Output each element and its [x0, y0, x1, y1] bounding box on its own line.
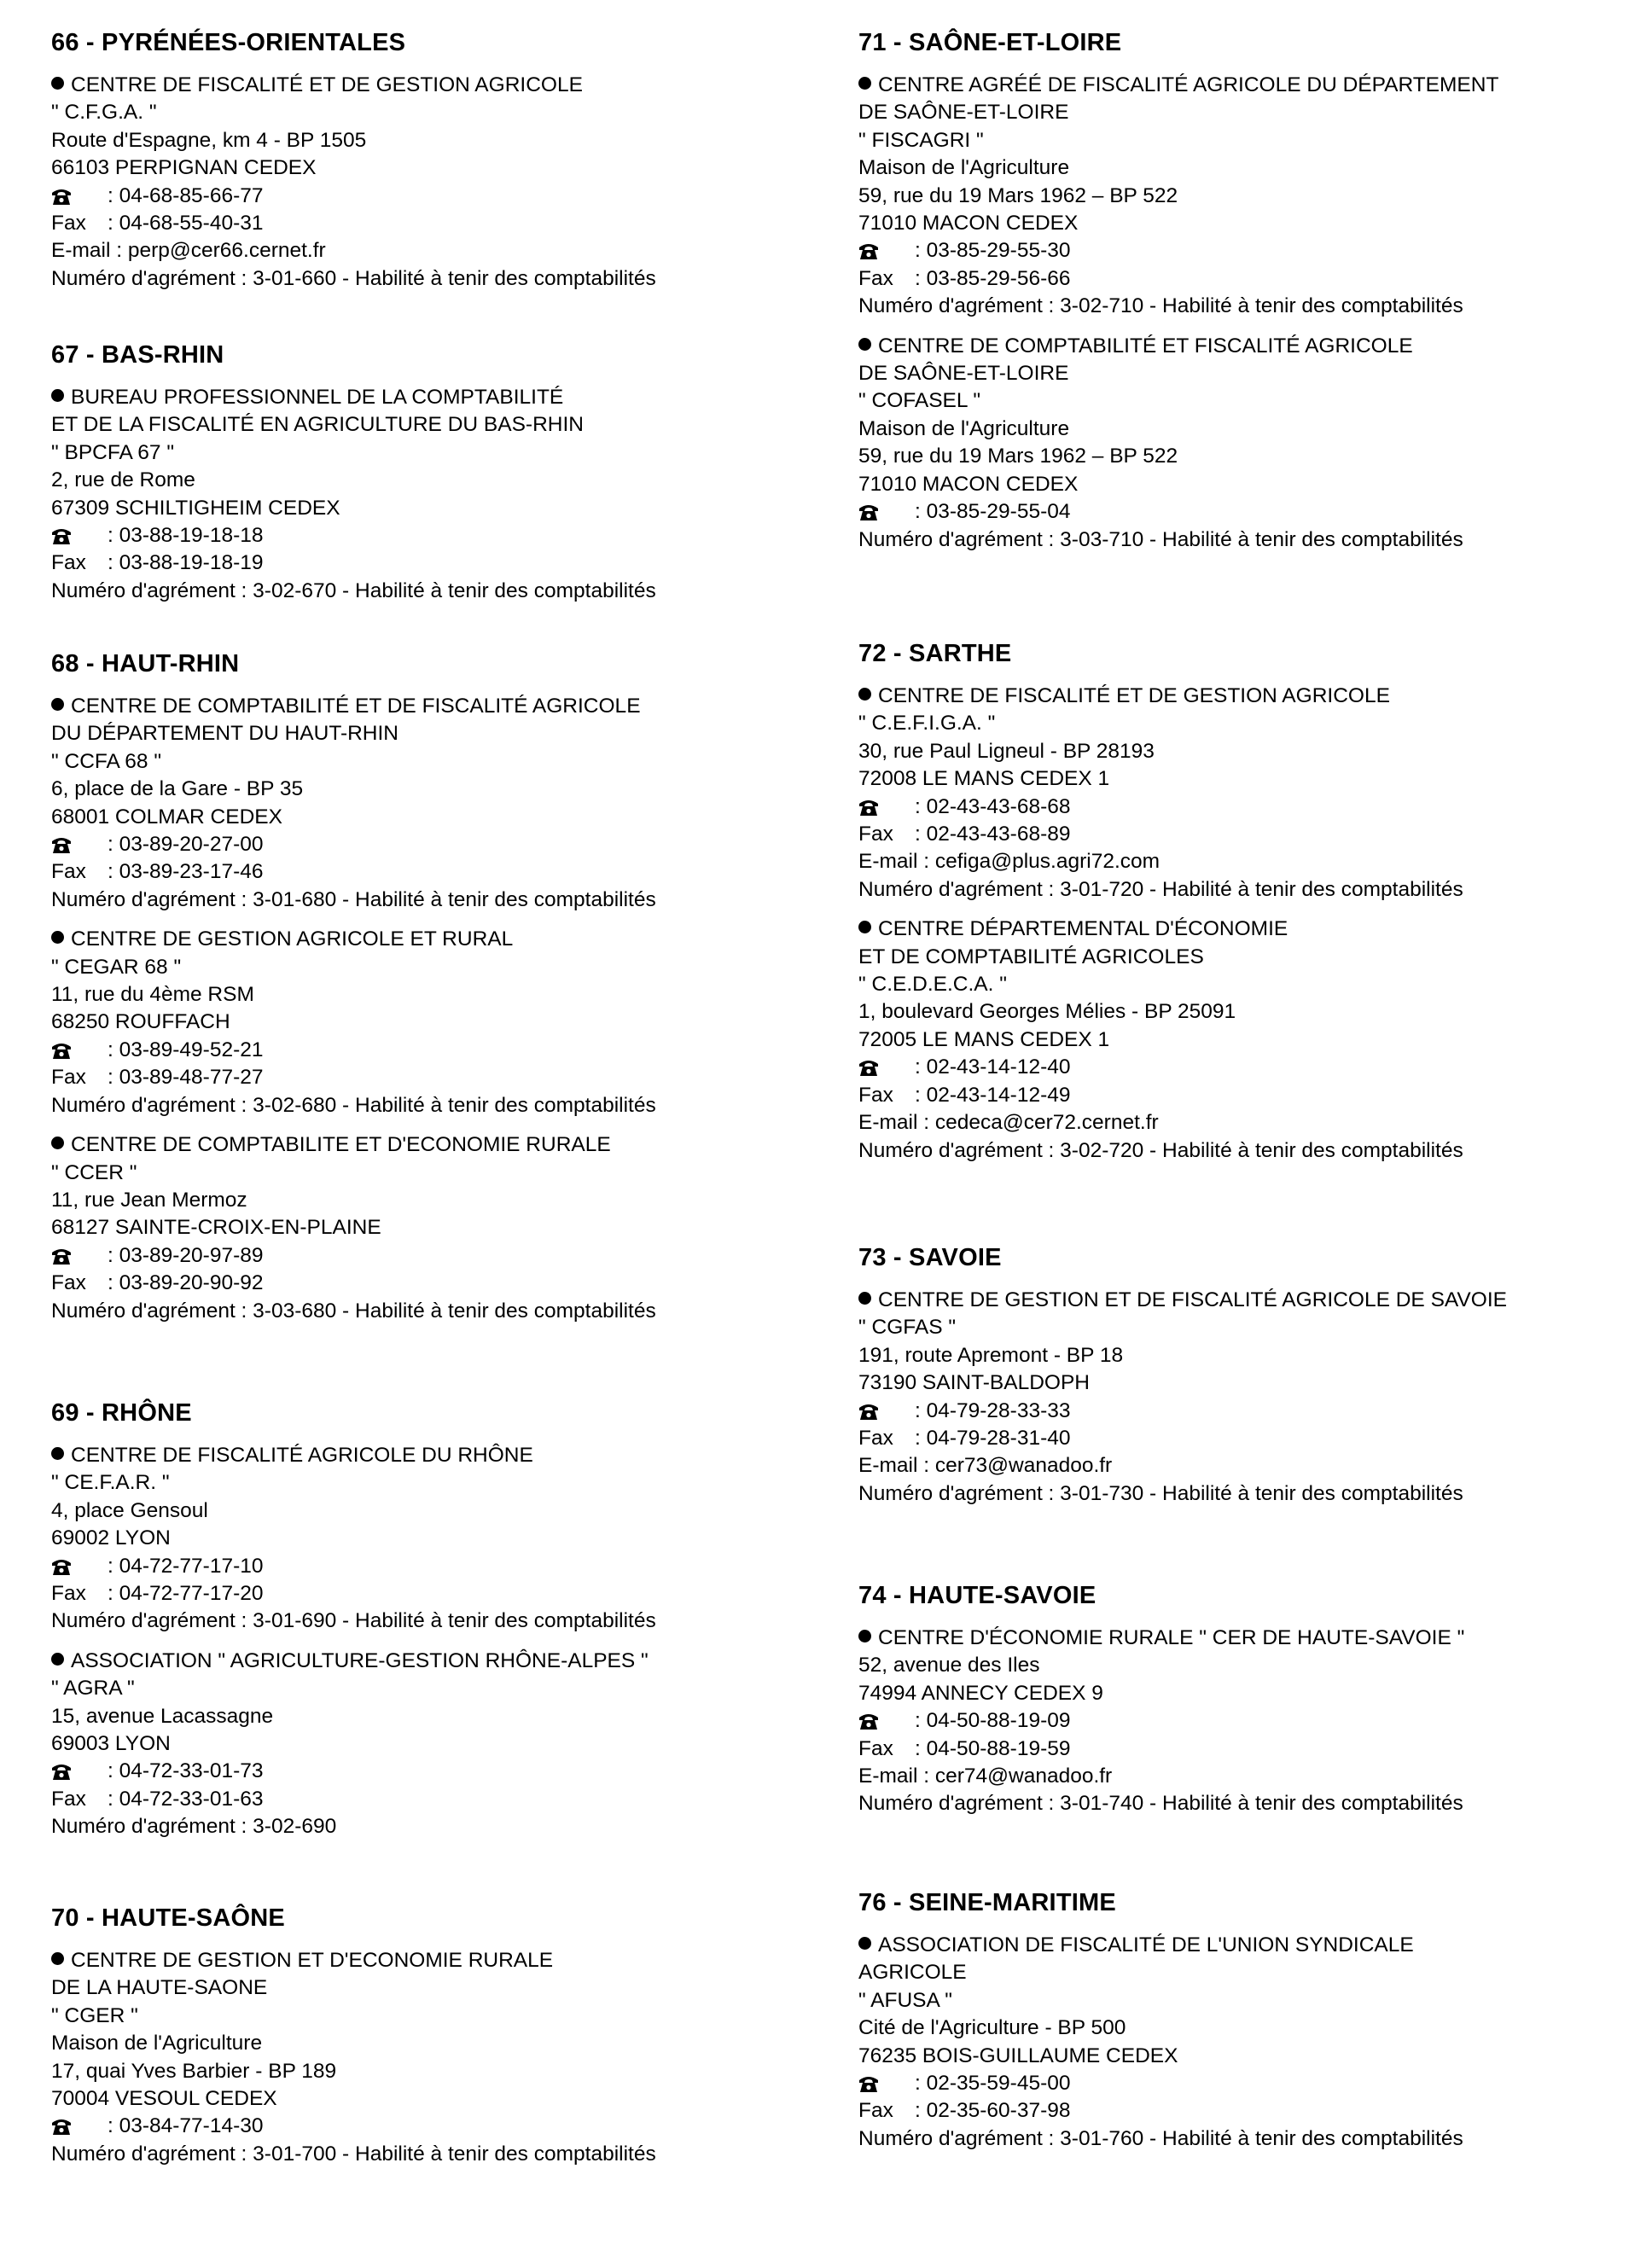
agrement-line: Numéro d'agrément : 3-02-690	[51, 1815, 337, 1839]
phone-line	[51, 2113, 802, 2140]
phone-line	[858, 1398, 1626, 1425]
entry-line: 72005 LE MANS CEDEX 1	[858, 1027, 1110, 1051]
bullet-icon	[51, 698, 64, 711]
department-title: 72 - SARTHE	[858, 640, 1012, 667]
fax-number: : 03-89-48-77-27	[108, 1066, 264, 1090]
bullet-icon	[51, 77, 64, 90]
entry-line: 4, place Gensoul	[51, 1498, 208, 1522]
email-line: E-mail : cefiga@plus.agri72.com	[858, 850, 1160, 874]
entry-line: DE LA HAUTE-SAONE	[51, 1976, 268, 2000]
phone-line	[51, 183, 802, 210]
fax-label: Fax	[858, 1736, 893, 1760]
phone-line	[858, 498, 1626, 526]
fax-label: Fax	[51, 551, 86, 575]
organization-entry	[858, 1625, 1626, 1818]
fax-label: Fax	[51, 860, 86, 884]
entry-line: " BPCFA 67 "	[51, 440, 175, 464]
entry-line: ET DE COMPTABILITÉ AGRICOLES	[858, 945, 1204, 968]
telephone-icon	[51, 831, 108, 858]
fax-line	[858, 821, 1626, 848]
entry-line: 68127 SAINTE-CROIX-EN-PLAINE	[51, 1216, 381, 1240]
telephone-icon	[858, 1398, 915, 1425]
agrement-line: Numéro d'agrément : 3-02-720 - Habilité à tenir des comptabilités	[858, 1138, 1463, 1162]
agrement-line: Numéro d'agrément : 3-01-700 - Habilité à tenir des comptabilités	[51, 2142, 656, 2166]
bullet-icon	[51, 1952, 64, 1965]
phone-line	[51, 1553, 802, 1580]
telephone-icon	[858, 1707, 915, 1735]
phone-line	[51, 522, 802, 549]
email-line: E-mail : cer74@wanadoo.fr	[858, 1765, 1113, 1788]
fax-number: : 02-43-14-12-49	[915, 1083, 1071, 1107]
fax-number: : 04-68-55-40-31	[108, 212, 264, 235]
entry-line: " CGER "	[51, 2003, 138, 2027]
fax-label: Fax	[51, 212, 86, 235]
entry-line: 1, boulevard Georges Mélies - BP 25091	[858, 1000, 1236, 1024]
organization-name: CENTRE DE GESTION ET D'ECONOMIE RURALE	[71, 1949, 554, 1972]
fax-line	[858, 1082, 1626, 1109]
bullet-icon	[51, 1447, 64, 1460]
entry-line: 30, rue Paul Ligneul - BP 28193	[858, 739, 1155, 763]
entry-line: DE SAÔNE-ET-LOIRE	[858, 362, 1069, 386]
entry-line	[51, 926, 802, 953]
phone-line	[858, 794, 1626, 821]
phone-number: : 03-85-29-55-30	[915, 239, 1071, 263]
fax-label: Fax	[858, 1427, 893, 1451]
entry-line: " C.F.G.A. "	[51, 101, 157, 125]
fax-number: : 02-35-60-37-98	[915, 2099, 1071, 2123]
entry-line: 74994 ANNECY CEDEX 9	[858, 1681, 1103, 1705]
phone-number: : 02-43-14-12-40	[915, 1055, 1071, 1079]
telephone-icon	[51, 1553, 108, 1580]
department-section	[858, 637, 1626, 1177]
entry-line: Route d'Espagne, km 4 - BP 1505	[51, 128, 367, 152]
entry-line: " CCFA 68 "	[51, 749, 162, 773]
fax-number: : 03-85-29-56-66	[915, 266, 1071, 290]
entry-line: 67309 SCHILTIGHEIM CEDEX	[51, 496, 340, 520]
department-section	[858, 26, 1626, 566]
organization-entry	[51, 72, 802, 293]
phone-number: : 02-35-59-45-00	[915, 2072, 1071, 2096]
agrement-line: Numéro d'agrément : 3-01-690 - Habilité à tenir des comptabilités	[51, 1609, 656, 1633]
entry-line: 69003 LYON	[51, 1732, 171, 1756]
telephone-icon	[51, 522, 108, 549]
entry-line	[858, 1625, 1626, 1652]
phone-line	[858, 2070, 1626, 2097]
phone-number: : 02-43-43-68-68	[915, 794, 1071, 818]
fax-line	[858, 2097, 1626, 2125]
organization-entry	[51, 926, 802, 1119]
entry-line: AGRICOLE	[858, 1961, 967, 1985]
agrement-line: Numéro d'agrément : 3-01-760 - Habilité à tenir des comptabilités	[858, 2126, 1463, 2150]
entry-line: " AGRA "	[51, 1677, 135, 1701]
entry-line: Maison de l'Agriculture	[858, 416, 1070, 440]
bullet-icon	[858, 338, 871, 351]
department-section	[51, 1901, 802, 2180]
entry-line	[51, 72, 802, 99]
phone-line	[51, 1037, 802, 1064]
organization-entry	[858, 333, 1626, 554]
agrement-line: Numéro d'agrément : 3-01-680 - Habilité à tenir des comptabilités	[51, 887, 656, 911]
fax-number: : 02-43-43-68-89	[915, 823, 1071, 846]
bullet-icon	[51, 1653, 64, 1666]
fax-number: : 04-72-77-17-20	[108, 1582, 264, 1606]
fax-label: Fax	[51, 1787, 86, 1811]
phone-number: : 04-68-85-66-77	[108, 183, 264, 207]
fax-line	[51, 1064, 802, 1091]
fax-label: Fax	[858, 2099, 893, 2123]
telephone-icon	[858, 1054, 915, 1081]
department-title: 70 - HAUTE-SAÔNE	[51, 1904, 285, 1932]
phone-number: : 04-50-88-19-09	[915, 1709, 1071, 1733]
telephone-icon	[858, 237, 915, 265]
fax-line	[51, 549, 802, 577]
entry-line: Maison de l'Agriculture	[858, 156, 1070, 180]
telephone-icon	[51, 183, 108, 210]
entry-line: 68250 ROUFFACH	[51, 1010, 230, 1034]
organization-name: CENTRE D'ÉCONOMIE RURALE " CER DE HAUTE-SAVOIE "	[878, 1626, 1465, 1649]
organization-name: ASSOCIATION DE FISCALITÉ DE L'UNION SYNDICALE	[878, 1933, 1414, 1956]
agrement-line: Numéro d'agrément : 3-01-730 - Habilité à tenir des comptabilités	[858, 1481, 1463, 1505]
phone-number: : 03-89-49-52-21	[108, 1038, 264, 1061]
entry-line: Cité de l'Agriculture - BP 500	[858, 2016, 1126, 2040]
fax-number: : 03-89-20-90-92	[108, 1271, 264, 1295]
entry-line: " COFASEL "	[858, 389, 981, 413]
organization-entry	[858, 683, 1626, 904]
fax-line	[51, 858, 802, 886]
organization-entry	[51, 384, 802, 605]
entry-line: 68001 COLMAR CEDEX	[51, 805, 282, 828]
entry-line	[858, 683, 1626, 710]
phone-number: : 03-89-20-97-89	[108, 1243, 264, 1267]
phone-number: : 04-72-33-01-73	[108, 1759, 264, 1783]
fax-number: : 03-88-19-18-19	[108, 551, 264, 575]
bullet-icon	[858, 1630, 871, 1642]
phone-number: : 04-72-77-17-10	[108, 1554, 264, 1578]
entry-line: 17, quai Yves Barbier - BP 189	[51, 2059, 337, 2083]
entry-line	[51, 1648, 802, 1675]
phone-line	[858, 1707, 1626, 1735]
entry-line: DU DÉPARTEMENT DU HAUT-RHIN	[51, 722, 399, 746]
organization-name: CENTRE DÉPARTEMENTAL D'ÉCONOMIE	[878, 917, 1288, 941]
department-title: 76 - SEINE-MARITIME	[858, 1889, 1116, 1916]
entry-line: 191, route Apremont - BP 18	[858, 1343, 1124, 1367]
entry-line: " CGFAS "	[858, 1316, 957, 1340]
organization-name: CENTRE AGRÉÉ DE FISCALITÉ AGRICOLE DU DÉPARTEMENT	[878, 73, 1499, 96]
entry-line: 73190 SAINT-BALDOPH	[858, 1371, 1090, 1395]
entry-line: Maison de l'Agriculture	[51, 2032, 263, 2055]
department-title: 69 - RHÔNE	[51, 1399, 192, 1427]
entry-line	[858, 1287, 1626, 1314]
bullet-icon	[858, 921, 871, 933]
organization-entry	[51, 1131, 802, 1325]
telephone-icon	[51, 1242, 108, 1270]
organization-name: CENTRE DE FISCALITÉ AGRICOLE DU RHÔNE	[71, 1444, 533, 1467]
agrement-line: Numéro d'agrément : 3-02-680 - Habilité à tenir des comptabilités	[51, 1093, 656, 1117]
organization-entry	[51, 1442, 802, 1636]
entry-line: 70004 VESOUL CEDEX	[51, 2087, 277, 2111]
agrement-line: Numéro d'agrément : 3-01-720 - Habilité à tenir des comptabilités	[858, 877, 1463, 901]
bullet-icon	[858, 688, 871, 701]
agrement-line: Numéro d'agrément : 3-03-710 - Habilité à tenir des comptabilités	[858, 527, 1463, 551]
bullet-icon	[858, 1292, 871, 1305]
entry-line: " FISCAGRI "	[858, 128, 984, 152]
fax-number: : 03-89-23-17-46	[108, 860, 264, 884]
organization-name: CENTRE DE COMPTABILITÉ ET FISCALITÉ AGRICOLE	[878, 334, 1413, 358]
entry-line: " C.E.D.E.C.A. "	[858, 973, 1007, 997]
department-title: 74 - HAUTE-SAVOIE	[858, 1582, 1096, 1609]
email-line: E-mail : cer73@wanadoo.fr	[858, 1454, 1113, 1478]
organization-name: BUREAU PROFESSIONNEL DE LA COMPTABILITÉ	[71, 386, 564, 409]
entry-line: ET DE LA FISCALITÉ EN AGRICULTURE DU BAS-RHIN	[51, 413, 584, 437]
fax-number: : 04-79-28-31-40	[915, 1427, 1071, 1451]
entry-line	[51, 1947, 802, 1974]
email-line: E-mail : cedeca@cer72.cernet.fr	[858, 1111, 1159, 1135]
agrement-line: Numéro d'agrément : 3-01-740 - Habilité à tenir des comptabilités	[858, 1792, 1463, 1816]
entry-line: 59, rue du 19 Mars 1962 – BP 522	[858, 445, 1178, 468]
entry-line	[51, 384, 802, 411]
telephone-icon	[858, 2070, 915, 2097]
fax-label: Fax	[51, 1271, 86, 1295]
entry-line: 15, avenue Lacassagne	[51, 1704, 274, 1728]
phone-line	[51, 1758, 802, 1785]
phone-line	[51, 1242, 802, 1270]
organization-entry	[858, 1287, 1626, 1508]
organization-entry	[858, 1932, 1626, 2153]
fax-line	[51, 1580, 802, 1608]
entry-line: " CCER "	[51, 1160, 137, 1184]
entry-line: 76235 BOIS-GUILLAUME CEDEX	[858, 2044, 1178, 2067]
fax-label: Fax	[858, 823, 893, 846]
bullet-icon	[858, 77, 871, 90]
telephone-icon	[858, 794, 915, 821]
fax-line	[858, 265, 1626, 293]
entry-line: 52, avenue des Iles	[858, 1654, 1040, 1677]
entry-line: " C.E.F.I.G.A. "	[858, 712, 996, 735]
telephone-icon	[51, 1037, 108, 1064]
bullet-icon	[51, 389, 64, 402]
department-section	[51, 338, 802, 617]
entry-line	[858, 916, 1626, 943]
email-line: E-mail : perp@cer66.cernet.fr	[51, 239, 326, 263]
entry-line	[858, 333, 1626, 360]
department-section	[51, 647, 802, 1337]
fax-line	[858, 1425, 1626, 1452]
fax-label: Fax	[51, 1066, 86, 1090]
organization-name: CENTRE DE FISCALITÉ ET DE GESTION AGRICOLE	[71, 73, 583, 96]
department-section	[858, 1578, 1626, 1830]
department-title: 66 - PYRÉNÉES-ORIENTALES	[51, 29, 406, 56]
phone-number: : 04-79-28-33-33	[915, 1398, 1071, 1422]
phone-number: : 03-85-29-55-04	[915, 500, 1071, 524]
bullet-icon	[51, 1137, 64, 1149]
phone-line	[858, 237, 1626, 265]
entry-line: 71010 MACON CEDEX	[858, 472, 1079, 496]
entry-line: 71010 MACON CEDEX	[858, 212, 1079, 235]
department-section	[858, 1241, 1626, 1520]
department-title: 67 - BAS-RHIN	[51, 341, 224, 369]
entry-line: " CE.F.A.R. "	[51, 1471, 170, 1495]
fax-line	[51, 210, 802, 237]
organization-entry	[51, 693, 802, 914]
bullet-icon	[858, 1937, 871, 1950]
entry-line: " AFUSA "	[858, 1988, 952, 2012]
fax-line	[858, 1735, 1626, 1763]
telephone-icon	[51, 2113, 108, 2140]
organization-entry	[858, 72, 1626, 321]
entry-line	[51, 693, 802, 720]
phone-line	[51, 831, 802, 858]
fax-line	[51, 1786, 802, 1813]
agrement-line: Numéro d'agrément : 3-03-680 - Habilité à tenir des comptabilités	[51, 1299, 656, 1323]
entry-line: 11, rue Jean Mermoz	[51, 1188, 247, 1212]
entry-line: 2, rue de Rome	[51, 468, 195, 492]
department-section	[858, 1886, 1626, 2165]
organization-name: CENTRE DE GESTION ET DE FISCALITÉ AGRICOLE DE SAVOIE	[878, 1288, 1507, 1311]
fax-number: : 04-72-33-01-63	[108, 1787, 264, 1811]
agrement-line: Numéro d'agrément : 3-01-660 - Habilité à tenir des comptabilités	[51, 266, 656, 290]
entry-line: " CEGAR 68 "	[51, 955, 182, 979]
entry-line	[858, 1932, 1626, 1959]
entry-line	[51, 1442, 802, 1469]
phone-number: : 03-88-19-18-18	[108, 524, 264, 548]
organization-name: CENTRE DE FISCALITÉ ET DE GESTION AGRICOLE	[878, 684, 1390, 707]
organization-name: CENTRE DE GESTION AGRICOLE ET RURAL	[71, 927, 514, 951]
fax-number: : 04-50-88-19-59	[915, 1736, 1071, 1760]
entry-line: 66103 PERPIGNAN CEDEX	[51, 156, 317, 180]
phone-line	[858, 1054, 1626, 1081]
telephone-icon	[51, 1758, 108, 1785]
phone-number: : 03-84-77-14-30	[108, 2114, 264, 2138]
phone-number: : 03-89-20-27-00	[108, 833, 264, 857]
organization-entry	[51, 1947, 802, 2168]
fax-line	[51, 1270, 802, 1297]
bullet-icon	[51, 931, 64, 944]
fax-label: Fax	[51, 1582, 86, 1606]
department-title: 73 - SAVOIE	[858, 1244, 1002, 1271]
entry-line	[51, 1131, 802, 1159]
entry-line: DE SAÔNE-ET-LOIRE	[858, 101, 1069, 125]
entry-line: 6, place de la Gare - BP 35	[51, 777, 304, 801]
entry-line: 11, rue du 4ème RSM	[51, 983, 254, 1007]
organization-name: CENTRE DE COMPTABILITÉ ET DE FISCALITÉ AGRICOLE	[71, 695, 641, 718]
organization-entry	[51, 1648, 802, 1841]
entry-line	[858, 72, 1626, 99]
agrement-line: Numéro d'agrément : 3-02-710 - Habilité à tenir des comptabilités	[858, 294, 1463, 318]
department-section	[51, 1396, 802, 1853]
department-title: 71 - SAÔNE-ET-LOIRE	[858, 29, 1122, 56]
organization-entry	[858, 916, 1626, 1165]
telephone-icon	[858, 498, 915, 526]
fax-label: Fax	[858, 1083, 893, 1107]
organization-name: ASSOCIATION " AGRICULTURE-GESTION RHÔNE-ALPES "	[71, 1648, 649, 1672]
department-title: 68 - HAUT-RHIN	[51, 650, 240, 677]
agrement-line: Numéro d'agrément : 3-02-670 - Habilité à tenir des comptabilités	[51, 578, 656, 602]
organization-name: CENTRE DE COMPTABILITE ET D'ECONOMIE RURALE	[71, 1133, 611, 1157]
entry-line: 59, rue du 19 Mars 1962 – BP 522	[858, 183, 1178, 207]
fax-label: Fax	[858, 266, 893, 290]
department-section	[51, 26, 802, 305]
entry-line: 72008 LE MANS CEDEX 1	[858, 767, 1110, 791]
entry-line: 69002 LYON	[51, 1526, 171, 1550]
